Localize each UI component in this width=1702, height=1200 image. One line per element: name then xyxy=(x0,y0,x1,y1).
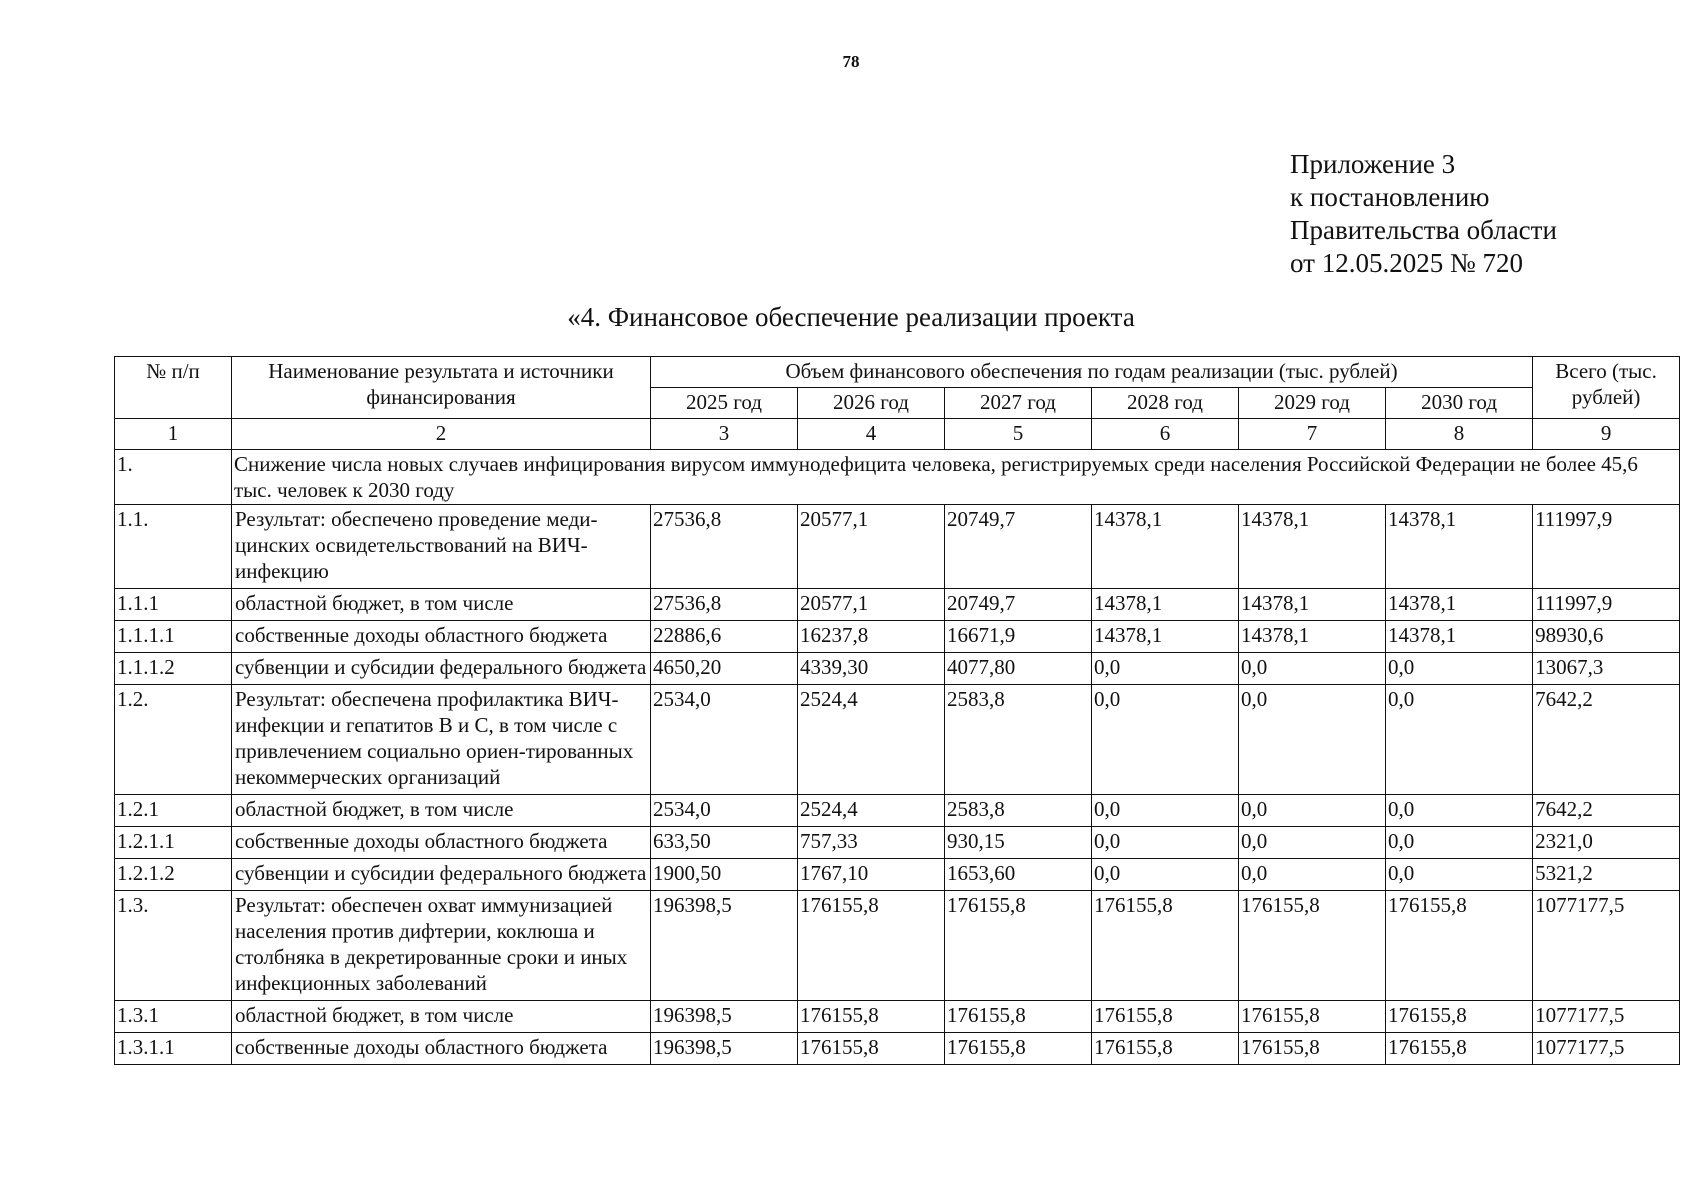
row-value: 4650,20 xyxy=(651,653,798,685)
appendix-line: от 12.05.2025 № 720 xyxy=(1290,248,1523,278)
header-year: 2027 год xyxy=(945,388,1092,419)
table-row xyxy=(115,505,1680,589)
row-value: 0,0 xyxy=(1092,859,1239,891)
row-value: 14378,1 xyxy=(1239,621,1386,653)
row-value: 176155,8 xyxy=(1092,1001,1239,1033)
row-num: 1.2. xyxy=(115,685,232,795)
row-value: 176155,8 xyxy=(798,1033,945,1065)
row-num: 1.2.1 xyxy=(115,795,232,827)
row-total: 5321,2 xyxy=(1533,859,1680,891)
row-name: собственные доходы областного бюджета xyxy=(232,621,651,653)
row-num: 1.2.1.2 xyxy=(115,859,232,891)
appendix-line: Приложение 3 xyxy=(1290,149,1456,179)
section-row xyxy=(115,450,1680,505)
row-num: 1.1.1 xyxy=(115,589,232,621)
financing-table xyxy=(114,356,1680,1065)
header-year: 2026 год xyxy=(798,388,945,419)
row-value: 2534,0 xyxy=(651,685,798,795)
row-name: областной бюджет, в том числе xyxy=(232,1001,651,1033)
row-value: 176155,8 xyxy=(945,1001,1092,1033)
row-total: 13067,3 xyxy=(1533,653,1680,685)
appendix-line: Правительства области xyxy=(1290,215,1557,245)
row-total: 2321,0 xyxy=(1533,827,1680,859)
row-value: 14378,1 xyxy=(1239,505,1386,589)
row-value: 0,0 xyxy=(1239,685,1386,795)
row-value: 14378,1 xyxy=(1092,589,1239,621)
table-row xyxy=(115,795,1680,827)
appendix-line: к постановлению xyxy=(1290,182,1490,212)
header-total: Всего (тыс. рублей) xyxy=(1533,357,1680,419)
table-row xyxy=(115,891,1680,1001)
section-text: Снижение числа новых случаев инфицирования вирусом иммунодефицита человека, регистрируемых среди населения Российской Федерации не более 45,6 тыс. человек к 2030 году xyxy=(232,450,1680,505)
row-value: 176155,8 xyxy=(1386,1033,1533,1065)
table-row xyxy=(115,859,1680,891)
row-value: 176155,8 xyxy=(1386,891,1533,1001)
row-value: 0,0 xyxy=(1239,859,1386,891)
row-value: 930,15 xyxy=(945,827,1092,859)
row-value: 176155,8 xyxy=(945,891,1092,1001)
header-volume: Объем финансового обеспечения по годам реализации (тыс. рублей) xyxy=(651,357,1533,388)
row-value: 176155,8 xyxy=(1239,891,1386,1001)
row-value: 14378,1 xyxy=(1092,505,1239,589)
row-value: 0,0 xyxy=(1092,653,1239,685)
row-value: 4077,80 xyxy=(945,653,1092,685)
row-value: 196398,5 xyxy=(651,1001,798,1033)
row-value: 196398,5 xyxy=(651,1033,798,1065)
row-name: Результат: обеспечено проведение меди-цинских освидетельствований на ВИЧ-инфекцию xyxy=(232,505,651,589)
row-num: 1.1.1.1 xyxy=(115,621,232,653)
row-total: 7642,2 xyxy=(1533,685,1680,795)
row-name: собственные доходы областного бюджета xyxy=(232,1033,651,1065)
row-value: 176155,8 xyxy=(1386,1001,1533,1033)
row-value: 633,50 xyxy=(651,827,798,859)
row-total: 7642,2 xyxy=(1533,795,1680,827)
row-num: 1.3. xyxy=(115,891,232,1001)
row-value: 20749,7 xyxy=(945,505,1092,589)
row-name: субвенции и субсидии федерального бюджета xyxy=(232,653,651,685)
header-year: 2030 год xyxy=(1386,388,1533,419)
row-value: 1653,60 xyxy=(945,859,1092,891)
row-value: 0,0 xyxy=(1386,827,1533,859)
row-value: 0,0 xyxy=(1239,795,1386,827)
row-value: 196398,5 xyxy=(651,891,798,1001)
row-value: 27536,8 xyxy=(651,505,798,589)
row-value: 2583,8 xyxy=(945,795,1092,827)
row-num: 1.1.1.2 xyxy=(115,653,232,685)
row-value: 0,0 xyxy=(1092,827,1239,859)
row-value: 0,0 xyxy=(1386,859,1533,891)
row-num: 1.2.1.1 xyxy=(115,827,232,859)
row-value: 757,33 xyxy=(798,827,945,859)
column-number: 8 xyxy=(1386,419,1533,450)
row-value: 14378,1 xyxy=(1386,505,1533,589)
page-number: 78 xyxy=(842,52,860,71)
table-row xyxy=(115,653,1680,685)
row-total: 111997,9 xyxy=(1533,589,1680,621)
row-value: 176155,8 xyxy=(1092,1033,1239,1065)
row-value: 176155,8 xyxy=(945,1033,1092,1065)
table-row xyxy=(115,827,1680,859)
row-total: 1077177,5 xyxy=(1533,1001,1680,1033)
row-value: 20577,1 xyxy=(798,505,945,589)
row-value: 14378,1 xyxy=(1386,589,1533,621)
row-value: 27536,8 xyxy=(651,589,798,621)
row-value: 2524,4 xyxy=(798,795,945,827)
column-number: 5 xyxy=(945,419,1092,450)
column-number: 2 xyxy=(232,419,651,450)
table-row xyxy=(115,1033,1680,1065)
appendix-block xyxy=(1290,148,1557,280)
row-total: 1077177,5 xyxy=(1533,891,1680,1001)
row-value: 0,0 xyxy=(1239,653,1386,685)
row-num: 1.3.1.1 xyxy=(115,1033,232,1065)
row-value: 22886,6 xyxy=(651,621,798,653)
row-value: 176155,8 xyxy=(1092,891,1239,1001)
row-value: 14378,1 xyxy=(1386,621,1533,653)
row-value: 14378,1 xyxy=(1092,621,1239,653)
row-value: 176155,8 xyxy=(1239,1033,1386,1065)
header-year: 2025 год xyxy=(651,388,798,419)
row-value: 2534,0 xyxy=(651,795,798,827)
table-row xyxy=(115,1001,1680,1033)
row-num: 1.3.1 xyxy=(115,1001,232,1033)
row-value: 0,0 xyxy=(1239,827,1386,859)
row-value: 0,0 xyxy=(1386,653,1533,685)
table-row xyxy=(115,685,1680,795)
row-name: Результат: обеспечена профилактика ВИЧ-инфекции и гепатитов В и С, в том числе с привлечением социально ориен-тированных некоммерческих организаций xyxy=(232,685,651,795)
row-value: 176155,8 xyxy=(798,1001,945,1033)
row-num: 1.1. xyxy=(115,505,232,589)
header-num: № п/п xyxy=(115,357,232,419)
row-value: 0,0 xyxy=(1386,795,1533,827)
table-row xyxy=(115,589,1680,621)
row-value: 2524,4 xyxy=(798,685,945,795)
row-name: областной бюджет, в том числе xyxy=(232,589,651,621)
section-num: 1. xyxy=(115,450,232,505)
header-year: 2029 год xyxy=(1239,388,1386,419)
row-name: собственные доходы областного бюджета xyxy=(232,827,651,859)
document-title: «4. Финансовое обеспечение реализации проекта xyxy=(567,302,1135,332)
row-name: Результат: обеспечен охват иммунизацией населения против дифтерии, коклюша и столбняка в декретированные сроки и иных инфекционных заболеваний xyxy=(232,891,651,1001)
header-name: Наименование результата и источники финансирования xyxy=(232,357,651,419)
row-name: субвенции и субсидии федерального бюджета xyxy=(232,859,651,891)
row-total: 111997,9 xyxy=(1533,505,1680,589)
row-value: 16671,9 xyxy=(945,621,1092,653)
row-value: 0,0 xyxy=(1092,685,1239,795)
row-value: 14378,1 xyxy=(1239,589,1386,621)
row-value: 4339,30 xyxy=(798,653,945,685)
row-value: 0,0 xyxy=(1386,685,1533,795)
table-row xyxy=(115,621,1680,653)
header-year: 2028 год xyxy=(1092,388,1239,419)
column-number: 3 xyxy=(651,419,798,450)
column-number: 4 xyxy=(798,419,945,450)
row-value: 20577,1 xyxy=(798,589,945,621)
row-total: 98930,6 xyxy=(1533,621,1680,653)
row-value: 20749,7 xyxy=(945,589,1092,621)
column-number: 7 xyxy=(1239,419,1386,450)
row-value: 2583,8 xyxy=(945,685,1092,795)
row-value: 176155,8 xyxy=(798,891,945,1001)
column-number: 9 xyxy=(1533,419,1680,450)
row-name: областной бюджет, в том числе xyxy=(232,795,651,827)
row-total: 1077177,5 xyxy=(1533,1033,1680,1065)
row-value: 1900,50 xyxy=(651,859,798,891)
row-value: 0,0 xyxy=(1092,795,1239,827)
column-number: 1 xyxy=(115,419,232,450)
row-value: 1767,10 xyxy=(798,859,945,891)
row-value: 16237,8 xyxy=(798,621,945,653)
column-number: 6 xyxy=(1092,419,1239,450)
row-value: 176155,8 xyxy=(1239,1001,1386,1033)
